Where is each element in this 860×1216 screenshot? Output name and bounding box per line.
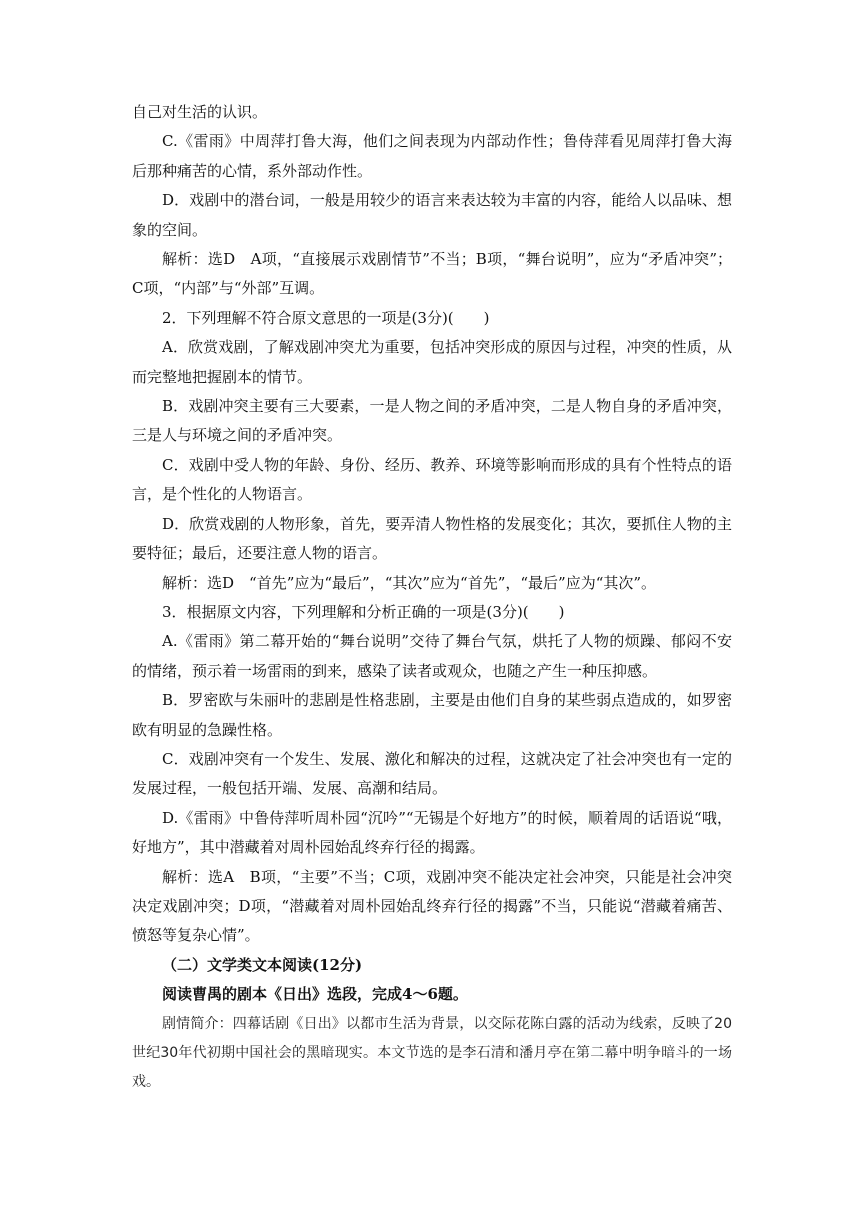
paragraph: 2．下列理解不符合原文意思的一项是(3分)( )	[162, 308, 490, 327]
paragraph: 解析：选A B项，“主要”不当；C项，戏剧冲突不能决定社会冲突，只能是社会冲突决定戏剧冲突；D项，“潜藏着对周朴园始乱终弃行径的揭露”不当，只能说“潜藏着痛苦、愤怒等复杂心情”。	[132, 867, 732, 945]
paragraph: 解析：选D “首先”应为“最后”，“其次”应为“首先”，“最后”应为“其次”。	[162, 573, 657, 592]
paragraph: D.《雷雨》中鲁侍萍听周朴园“沉吟”“无锡是个好地方”的时候，顺着周的话语说“哦，好地方”，其中潜藏着对周朴园始乱终弃行径的揭露。	[132, 808, 732, 857]
paragraph: 解析：选D A项，“直接展示戏剧情节”不当；B项，“舞台说明”，应为“矛盾冲突”；C项，“内部”与“外部”互调。	[132, 250, 732, 298]
paragraph: C．戏剧冲突有一个发生、发展、激化和解决的过程，这就决定了社会冲突也有一定的发展过程，一般包括开端、发展、高潮和结局。	[132, 749, 732, 798]
paragraph: D．欣赏戏剧的人物形象，首先，要弄清人物性格的发展变化；其次，要抓住人物的主要特征；最后，还要注意人物的语言。	[132, 514, 732, 563]
paragraph: A．欣赏戏剧，了解戏剧冲突尤为重要，包括冲突形成的原因与过程，冲突的性质，从而完整地把握剧本的情节。	[132, 338, 732, 386]
paragraph: 剧情简介：四幕话剧《日出》以都市生活为背景，以交际花陈白露的活动为线索，反映了20世纪30年代初期中国社会的黑暗现实。本文节选的是李石清和潘月亭在第二幕中明争暗斗的一场戏。	[132, 1015, 732, 1091]
paragraph: 阅读曹禺的剧本《日出》选段，完成4～6题。	[162, 985, 468, 1004]
paragraph: C．戏剧中受人物的年龄、身份、经历、教养、环境等影响而形成的具有个性特点的语言，是个性化的人物语言。	[132, 455, 732, 504]
document-body	[132, 98, 732, 1098]
paragraph: 3．根据原文内容，下列理解和分析正确的一项是(3分)( )	[162, 602, 565, 621]
paragraph: C.《雷雨》中周萍打鲁大海，他们之间表现为内部动作性；鲁侍萍看见周萍打鲁大海后那种痛苦的心情，系外部动作性。	[132, 132, 732, 180]
paragraph: A.《雷雨》第二幕开始的“舞台说明”交待了舞台气氛，烘托了人物的烦躁、郁闷不安的情绪，预示着一场雷雨的到来，感染了读者或观众，也随之产生一种压抑感。	[132, 632, 732, 680]
paragraph: B．罗密欧与朱丽叶的悲剧是性格悲剧，主要是由他们自身的某些弱点造成的，如罗密欧有明显的急躁性格。	[132, 691, 732, 739]
paragraph: D．戏剧中的潜台词，一般是用较少的语言来表达较为丰富的内容，能给人以品味、想象的空间。	[132, 191, 732, 239]
paragraph: 自己对生活的认识。	[132, 103, 268, 121]
paragraph: B．戏剧冲突主要有三大要素，一是人物之间的矛盾冲突，二是人物自身的矛盾冲突，三是人与环境之间的矛盾冲突。	[132, 397, 732, 445]
paragraph: （二）文学类文本阅读(12分)	[162, 955, 363, 974]
